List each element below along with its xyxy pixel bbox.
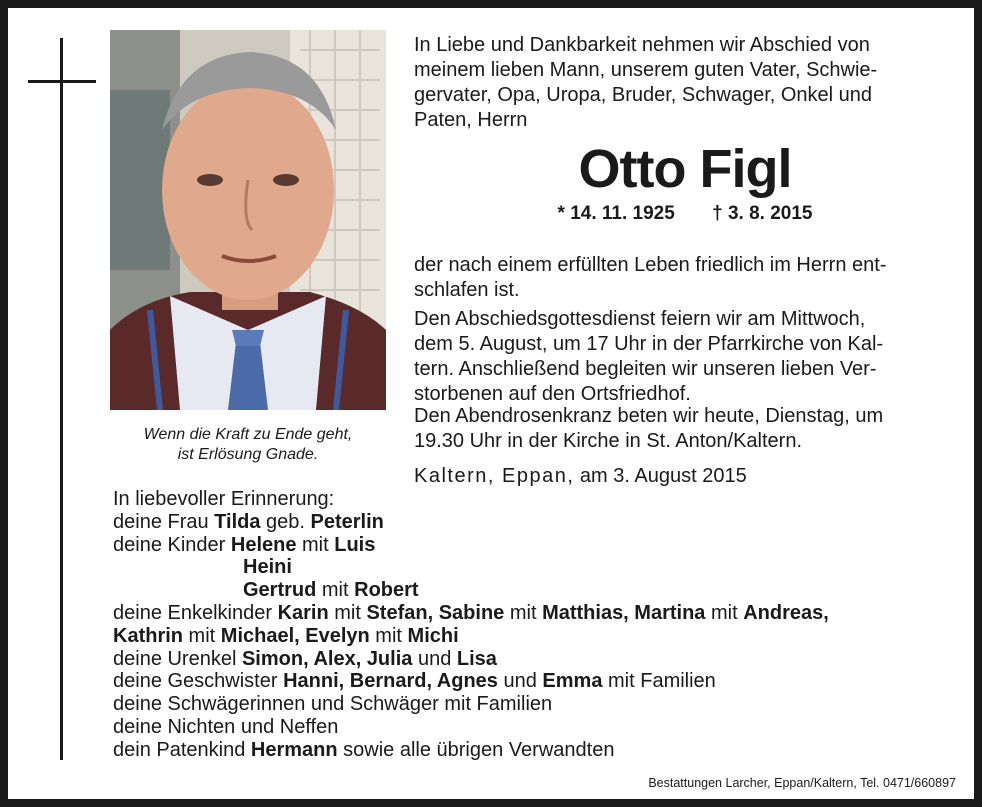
- passing-line: schlafen ist.: [414, 279, 520, 301]
- mourners-heading: In liebevoller Erinnerung:: [113, 488, 335, 510]
- birth-date: * 14. 11. 1925: [557, 203, 675, 224]
- mourner-row-great-grandchildren: deine Urenkel Simon, Alex, Julia und Lisa: [113, 647, 497, 670]
- mourner-row-grandchildren: deine Enkelkinder Karin mit Stefan, Sabine mit Matthias, Martina mit Andreas,: [113, 601, 829, 624]
- intro-line: meinem lieben Mann, unserem guten Vater, Schwie-: [414, 59, 878, 81]
- portrait-photo: [110, 30, 386, 410]
- mourner-row-children: deine Kinder Helene mit Luis: [113, 533, 376, 556]
- rosary-line: Den Abendrosenkranz beten wir heute, Dienstag, um: [414, 405, 884, 427]
- cross-icon-horizontal: [28, 80, 96, 83]
- mourners-list: [113, 488, 953, 762]
- place-date: [414, 464, 956, 489]
- cross-icon-vertical: [60, 38, 63, 760]
- mourner-row-nephews: deine Nichten und Neffen: [113, 715, 339, 738]
- service-line: storbenen auf den Ortsfriedhof.: [414, 383, 691, 405]
- death-date: † 3. 8. 2015: [712, 203, 813, 224]
- rosary-line: 19.30 Uhr in der Kirche in St. Anton/Kaltern.: [414, 430, 802, 452]
- notice-date: am 3. August 2015: [574, 465, 747, 487]
- mourner-row-siblings: deine Geschwister Hanni, Bernard, Agnes und Emma mit Familien: [113, 670, 716, 693]
- funeral-service-text: [414, 307, 956, 407]
- place-towns: Kaltern, Eppan,: [414, 465, 575, 487]
- life-dates: [414, 202, 956, 226]
- mourner-row-grandchildren: Kathrin mit Michael, Evelyn mit Michi: [113, 624, 459, 647]
- passing-text: [414, 253, 956, 303]
- deceased-name: Otto Figl: [578, 139, 792, 199]
- caption: [110, 425, 386, 465]
- mourner-row-godchild: dein Patenkind Hermann sowie alle übrigen Verwandten: [113, 738, 615, 761]
- intro-line: gervater, Opa, Uropa, Bruder, Schwager, Onkel und: [414, 84, 873, 106]
- intro-text: [414, 33, 956, 133]
- mourner-row-inlaws: deine Schwägerinnen und Schwäger mit Familien: [113, 693, 553, 716]
- mourner-row-child: Gertrud mit Robert: [243, 579, 419, 602]
- intro-line: Paten, Herrn: [414, 109, 528, 131]
- service-line: dem 5. August, um 17 Uhr in der Pfarrkirche von Kal-: [414, 333, 884, 355]
- mourner-row-wife: deine Frau Tilda geb. Peterlin: [113, 510, 384, 533]
- service-line: tern. Anschließend begleiten wir unseren lieben Ver-: [414, 358, 877, 380]
- passing-line: der nach einem erfüllten Leben friedlich im Herrn ent-: [414, 254, 887, 276]
- service-line: Den Abschiedsgottesdienst feiern wir am Mittwoch,: [414, 308, 866, 330]
- caption-line: ist Erlösung Gnade.: [177, 446, 319, 463]
- funeral-home-footer: Bestattungen Larcher, Eppan/Kaltern, Tel. 0471/660897: [648, 776, 956, 790]
- caption-line: Wenn die Kraft zu Ende geht,: [143, 426, 353, 443]
- intro-line: In Liebe und Dankbarkeit nehmen wir Abschied von: [414, 34, 870, 56]
- mourner-row-child: Heini: [243, 556, 292, 579]
- rosary-text: [414, 404, 956, 454]
